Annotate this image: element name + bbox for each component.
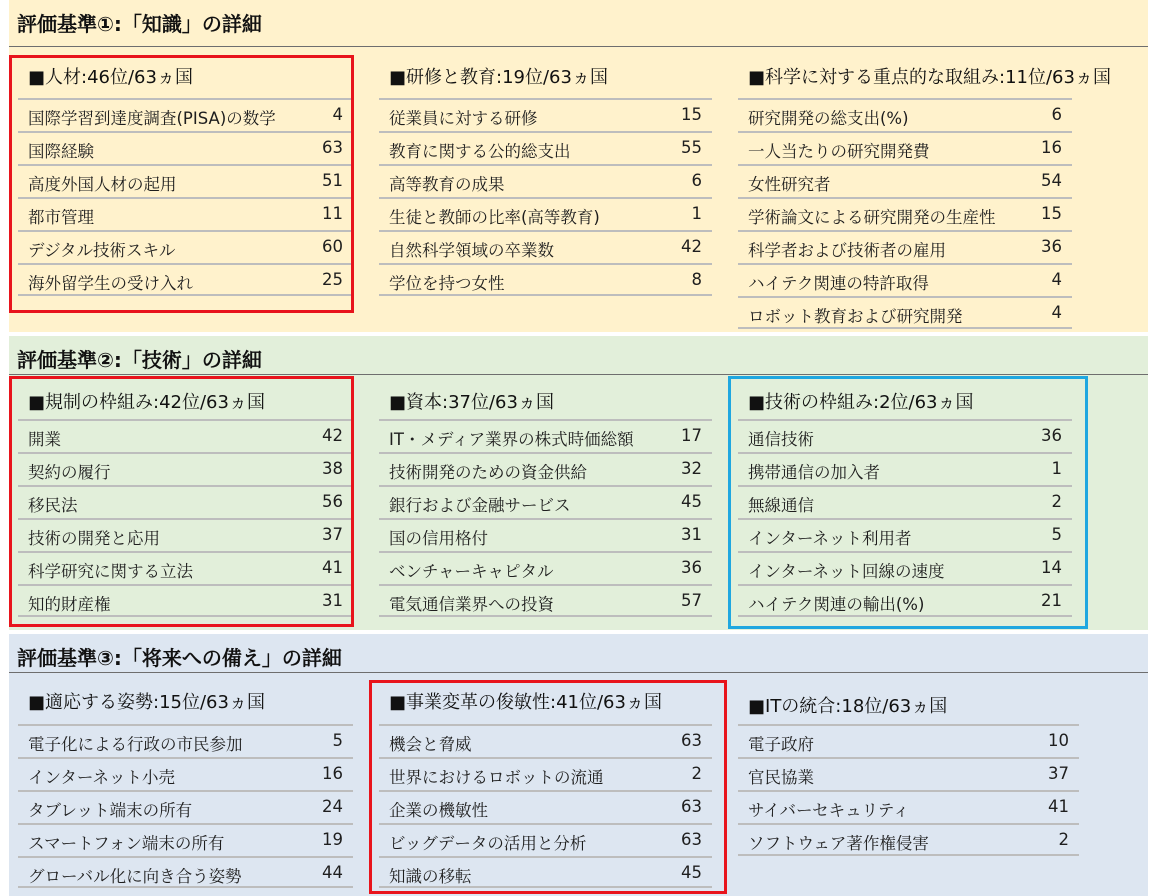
row-label: グローバル化に向き合う姿勢 bbox=[28, 867, 242, 886]
row-label: 電子化による行政の市民参加 bbox=[28, 735, 243, 754]
row-value: 17 bbox=[681, 426, 702, 445]
row-label: 電子政府 bbox=[748, 735, 814, 754]
row-value: 4 bbox=[1051, 270, 1062, 289]
section-title: 評価基準②:「技術」の詳細 bbox=[17, 348, 262, 372]
row-label: 移民法 bbox=[28, 496, 78, 515]
row-value: 15 bbox=[1041, 204, 1062, 223]
row-value: 14 bbox=[1041, 558, 1062, 577]
row-value: 45 bbox=[681, 863, 702, 882]
table-row bbox=[738, 790, 1079, 823]
section-title: 評価基準③:「将来への備え」の詳細 bbox=[17, 646, 342, 670]
row-value: 25 bbox=[322, 270, 343, 289]
row-label: 開業 bbox=[28, 430, 61, 449]
row-label: ハイテク関連の特許取得 bbox=[748, 274, 929, 293]
row-value: 4 bbox=[1051, 303, 1062, 322]
row-label: 自然科学領域の卒業数 bbox=[389, 241, 554, 260]
row-label: 国際経験 bbox=[28, 142, 94, 161]
row-value: 1 bbox=[691, 204, 702, 223]
row-label: ビッグデータの活用と分析 bbox=[389, 834, 587, 853]
row-value: 51 bbox=[322, 171, 343, 190]
row-value: 57 bbox=[681, 591, 702, 610]
table-row bbox=[379, 551, 712, 584]
block-heading: ■ITの統合:18位/63ヵ国 bbox=[748, 696, 948, 717]
row-label: 教育に関する公的総支出 bbox=[389, 142, 571, 161]
row-value: 4 bbox=[332, 105, 343, 124]
row-value: 37 bbox=[1048, 764, 1069, 783]
row-label: 研究開発の総支出(%) bbox=[748, 109, 909, 128]
row-value: 10 bbox=[1048, 731, 1069, 750]
row-label: 知識の移転 bbox=[389, 867, 472, 886]
row-label: 一人当たりの研究開発費 bbox=[748, 142, 930, 161]
row-value: 63 bbox=[681, 830, 702, 849]
row-label: 世界におけるロボットの流通 bbox=[389, 768, 604, 787]
row-label: デジタル技術スキル bbox=[28, 241, 176, 260]
row-label: 高度外国人材の起用 bbox=[28, 175, 177, 194]
row-label: 機会と脅威 bbox=[389, 735, 472, 754]
row-label: 官民協業 bbox=[748, 768, 814, 787]
table-row bbox=[379, 419, 712, 452]
row-label: タブレット端末の所有 bbox=[28, 801, 193, 820]
section-divider bbox=[9, 46, 1148, 47]
row-value: 42 bbox=[322, 426, 343, 445]
row-label: インターネット回線の速度 bbox=[748, 562, 945, 581]
block-heading: ■規制の枠組み:42位/63ヵ国 bbox=[28, 392, 265, 413]
row-value: 16 bbox=[1041, 138, 1062, 157]
block-heading: ■研修と教育:19位/63ヵ国 bbox=[389, 67, 608, 88]
row-label: 学位を持つ女性 bbox=[389, 274, 505, 293]
row-value: 19 bbox=[322, 830, 343, 849]
row-value: 63 bbox=[681, 797, 702, 816]
row-label: 国際学習到達度調査(PISA)の数学 bbox=[28, 109, 276, 128]
row-value: 5 bbox=[1051, 525, 1062, 544]
block-heading: ■適応する姿勢:15位/63ヵ国 bbox=[28, 692, 265, 713]
table-row bbox=[738, 131, 1072, 164]
row-label: 従業員に対する研修 bbox=[389, 109, 538, 128]
row-value: 36 bbox=[1041, 237, 1062, 256]
row-label: ソフトウェア著作権侵害 bbox=[748, 834, 929, 853]
row-label: インターネット利用者 bbox=[748, 529, 912, 548]
row-label: 生徒と教師の比率(高等教育) bbox=[389, 208, 600, 227]
table-row bbox=[18, 790, 353, 823]
row-value: 6 bbox=[1051, 105, 1062, 124]
table-row bbox=[738, 296, 1072, 329]
row-value: 56 bbox=[322, 492, 343, 511]
table-row bbox=[738, 197, 1072, 230]
row-label: 無線通信 bbox=[748, 496, 814, 515]
row-label: 銀行および金融サービス bbox=[389, 496, 571, 515]
row-value: 2 bbox=[691, 764, 702, 783]
table-row bbox=[379, 518, 712, 551]
row-value: 6 bbox=[691, 171, 702, 190]
row-value: 60 bbox=[322, 237, 343, 256]
row-value: 31 bbox=[322, 591, 343, 610]
row-value: 5 bbox=[332, 731, 343, 750]
row-value: 21 bbox=[1041, 591, 1062, 610]
row-label: 科学者および技術者の雇用 bbox=[748, 241, 946, 260]
table-row bbox=[738, 164, 1072, 197]
block-heading: ■人材:46位/63ヵ国 bbox=[28, 67, 193, 88]
row-label: 電気通信業界への投資 bbox=[389, 595, 554, 614]
table-row bbox=[738, 757, 1079, 790]
table-row bbox=[18, 856, 353, 888]
highlight-frame-tech-framework bbox=[728, 376, 1088, 629]
table-row bbox=[379, 164, 712, 197]
row-value: 36 bbox=[681, 558, 702, 577]
row-value: 55 bbox=[681, 138, 702, 157]
row-value: 63 bbox=[322, 138, 343, 157]
row-label: 海外留学生の受け入れ bbox=[28, 274, 193, 293]
row-label: 女性研究者 bbox=[748, 175, 831, 194]
row-value: 44 bbox=[322, 863, 343, 882]
row-value: 31 bbox=[681, 525, 702, 544]
highlight-frame-business-agility bbox=[369, 680, 727, 894]
block-heading: ■資本:37位/63ヵ国 bbox=[389, 392, 554, 413]
row-value: 37 bbox=[322, 525, 343, 544]
row-label: インターネット小売 bbox=[28, 768, 176, 787]
row-label: 学術論文による研究開発の生産性 bbox=[748, 208, 996, 227]
section-divider bbox=[9, 374, 1148, 375]
row-value: 32 bbox=[681, 459, 702, 478]
table-row bbox=[18, 724, 353, 757]
row-label: 国の信用格付 bbox=[389, 529, 488, 548]
table-row bbox=[738, 263, 1072, 296]
row-label: 技術開発のための資金供給 bbox=[389, 463, 587, 482]
row-label: 企業の機敏性 bbox=[389, 801, 488, 820]
table-row bbox=[379, 131, 712, 164]
block-heading: ■科学に対する重点的な取組み:11位/63ヵ国 bbox=[748, 67, 1111, 88]
row-label: 契約の履行 bbox=[28, 463, 111, 482]
table-row bbox=[379, 452, 712, 485]
row-value: 8 bbox=[691, 270, 702, 289]
block-heading: ■技術の枠組み:2位/63ヵ国 bbox=[748, 392, 974, 413]
row-value: 15 bbox=[681, 105, 702, 124]
row-label: 知的財産権 bbox=[28, 595, 111, 614]
row-label: 都市管理 bbox=[28, 208, 94, 227]
row-label: 技術の開発と応用 bbox=[28, 529, 160, 548]
row-value: 41 bbox=[1048, 797, 1069, 816]
section-divider bbox=[9, 672, 1148, 673]
row-value: 38 bbox=[322, 459, 343, 478]
table-row bbox=[379, 197, 712, 230]
row-value: 11 bbox=[322, 204, 343, 223]
table-row bbox=[738, 823, 1079, 856]
block-heading: ■事業変革の俊敏性:41位/63ヵ国 bbox=[389, 692, 662, 713]
row-value: 42 bbox=[681, 237, 702, 256]
table-row bbox=[379, 584, 712, 617]
row-value: 1 bbox=[1051, 459, 1062, 478]
table-row bbox=[738, 230, 1072, 263]
row-value: 54 bbox=[1041, 171, 1062, 190]
table-row bbox=[379, 485, 712, 518]
row-value: 2 bbox=[1058, 830, 1069, 849]
row-value: 16 bbox=[322, 764, 343, 783]
row-value: 36 bbox=[1041, 426, 1062, 445]
row-value: 41 bbox=[322, 558, 343, 577]
table-row bbox=[738, 98, 1072, 131]
table-row bbox=[379, 230, 712, 263]
table-row bbox=[379, 98, 712, 131]
row-label: 科学研究に関する立法 bbox=[28, 562, 193, 581]
row-label: ベンチャーキャピタル bbox=[389, 562, 554, 581]
row-label: IT・メディア業界の株式時価総額 bbox=[389, 430, 634, 449]
row-label: ロボット教育および研究開発 bbox=[748, 307, 963, 326]
row-label: 通信技術 bbox=[748, 430, 814, 449]
table-row bbox=[18, 823, 353, 856]
section-title: 評価基準①:「知識」の詳細 bbox=[17, 12, 262, 36]
row-value: 45 bbox=[681, 492, 702, 511]
row-value: 63 bbox=[681, 731, 702, 750]
table-row bbox=[379, 263, 712, 296]
row-label: スマートフォン端末の所有 bbox=[28, 834, 225, 853]
row-value: 24 bbox=[322, 797, 343, 816]
row-value: 2 bbox=[1051, 492, 1062, 511]
row-label: ハイテク関連の輸出(%) bbox=[748, 595, 925, 614]
row-label: サイバーセキュリティ bbox=[748, 801, 910, 820]
table-row bbox=[18, 757, 353, 790]
table-row bbox=[738, 724, 1079, 757]
row-label: 高等教育の成果 bbox=[389, 175, 505, 194]
highlight-frame-talent bbox=[9, 55, 354, 313]
row-label: 携帯通信の加入者 bbox=[748, 463, 880, 482]
highlight-frame-regulatory bbox=[9, 376, 354, 627]
